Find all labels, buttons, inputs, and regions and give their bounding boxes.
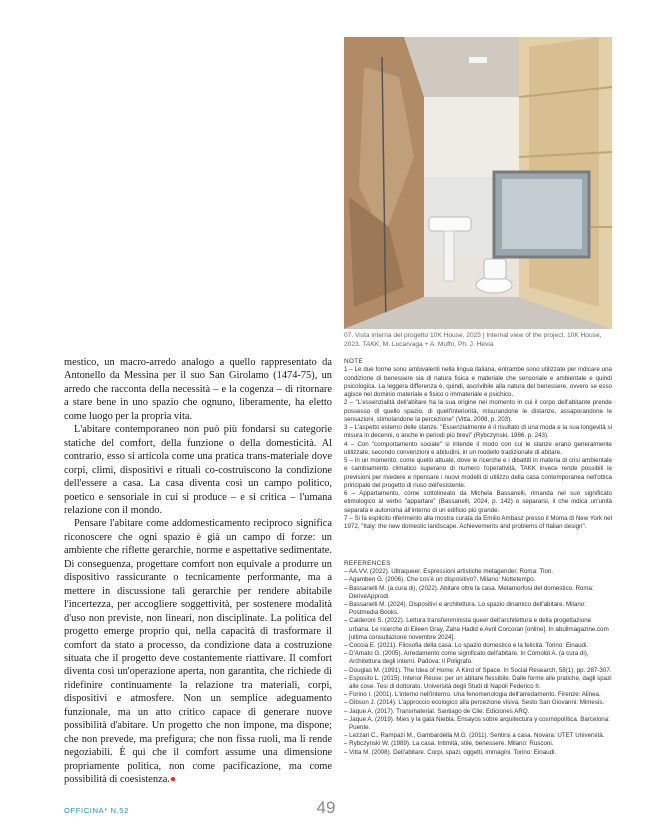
reference-item: – D'Amato G. (2005). Arredamento come significato dell'abitare. In Comoldi A. (a cura di), Architettura degli interni. Padova: Il Poligrafo. [344,650,589,666]
notes-header: NOTE [344,358,363,365]
magazine-footer: OFFICINA* N.52 [64,806,129,815]
note-item: 5 – In un momento, come quello attuale, dove le ricerche e i dibattiti in materia di crisi ambientale e cambiamento climatico superano di numero l'operatività, TAKK invece rende possibili le previsioni per rivedere e ripensare i nuovi modelli di utilizzo della casa contemporanea nell'ottica principale del progetto di riuso dell'esistente. [344,457,612,489]
note-item: 7 – Si fa esplicito riferimento alla mostra curata da Emilio Ambasz presso il Moma di New York nel 1972, "Italy: the new domestic landscape. Achievements and problems of Italian design". [344,514,612,530]
page-number: 49 [316,798,336,817]
reference-item: – Lezzari C., Rampazi M., Gambardella M.G. (2011). Sentirsi a casa. Novara: UTET Università. [344,732,605,740]
reference-item: – Calderoni S. (2022). Lettura transfemminista queer dell'architettura e della progettazione urbana. Le ricerche di Eileen Gray, Zaha Hadid e Avril Corcoran [online]. In abullmagazine.com [ultima consultazione novembre 2024]. [344,617,609,641]
reference-item: – Agamben G. (2006). Che cos'è un dispositivo?. Milano: Nottetempo. [344,576,536,584]
caption-text: 07. Vista interna del progetto 10K House, 2023 | Internal view of the project, 10K House, 2023. [344,332,602,348]
note-item: 3 – L'aspetto esterno delle stanze. "Essenzialmente è il risultato di una moda e la sua longevità si misura in decenni, o anche in periodi più brevi" (Rybczynski, 1986, p. 243). [344,424,612,440]
reference-item: – Rybczynski W. (1989). La casa. Intimità, stile, benessere. Milano: Rusconi. [344,740,554,748]
note-item: 6 – Appartamento, come sottolineato da Michela Bassanelli, rimanda nel suo significato etimologico al verbo "appartare" (Bassanelli, 2024, p. 142) o separarsi, il che indica un'unità separata e autonoma all'interno di un edificio più grande. [344,490,612,514]
reference-item: – Bassanelli M. (2024). Dispositivi e architettura. Lo spazio dinamico dell'abitare. Milano: Postmedia Books. [344,601,586,617]
paragraph-2: L'abitare contemporaneo non può più fondarsi su categorie statiche del comfort, della funzione o della domesticità. Al contrario, esso si articola come una pratica trans-materiale dove corpi, climi, dispositivi e rituali co-costruiscono la condizione dell'essere a casa. La casa diventa così un campo politico, poetico e sensoriale in cui si produce – e si critica – l'umana relazione con il mondo. [64,424,332,516]
note-item: 1 – Le due forme sono ambivalenti nella lingua italiana, entrambe sono utilizzate per indicare una condizione di benessere sia di natura fisica e materiale che sensoriale e ambientale e quindi psicologica. La leggera differenza è, quindi, ascrivibile alla natura del benessere, ovvero se esso agisce nel dominio materiale e fisico o immateriale e psichico. [344,366,612,398]
note-item: 2 – "L'essenzialità dell'abitare ha la sua origine nel momento in cui il corpo dell'abitante prende possesso di quello spazio, di quell'interiorità, misurandone le distanze, assaporandone le sensazioni, stimolandone la percezione" (Vitta, 2008, p. 203). [344,399,612,423]
interior-photo [344,37,612,329]
main-text-column [64,356,332,787]
reference-item: – Jaque A. (2017). Transmaterial. Santiago de Cile: Ediciones ARQ. [344,707,530,715]
paragraph-3 [64,517,332,786]
paragraph-3-text: Pensare l'abitare come addomesticamento reciproco significa riconoscere che ogni spazio è già un campo di forze: un ambiente che riflette gerarchie, norme e aspettative sedimentate. Di conseguenza, progettare comfort non equivale a produrre un dispositivo rassicurante o tecnicamente performante, ma a mettere in discussione tali gerarchie per rendere abitabile l'incertezza, per accogliere soggettività, per sostenere modalità d'uso non previste, non lineari, non disciplinate. La politica del progetto emerge proprio qui, nella capacità di trasformare il comfort da stato a processo, da condizione data a costruzione situata che il progetto deve costantemente riattivare. Il comfort diventa così un'operazione aperta, non garantita, che richiede di ridefinire continuamente la relazione tra materiali, corpi, dispositivi e atmosfere. Non un semplice adeguamento funzionale, ma un atto critico capace di generare nuove possibilità d'abitare. Un progetto che non impone, ma dispone; che non prevede, ma prefigura; che non fissa ruoli, ma li rende negoziabili. È qui che il comfort assume una dimensione propriamente politica, non come pacificazione, ma come possibilità di coesistenza. [64,518,332,786]
caption-studio: TAKK [362,340,380,348]
references-header: REFERENCES [344,560,391,567]
reference-item: – Gibson J. (2014). L'approccio ecologico alla percezione visiva. Sesto San Giovanni: Mimesis. [344,699,605,707]
reference-item: – Coccia E. (2021). Filosofia della casa. Lo spazio domestico e la felicità. Torino: Einaudi. [344,642,589,650]
caption-credits: , M. Lucarvaga + A. Muffo, Ph. J. Hevia [379,340,494,348]
reference-item: – Jaque A. (2019). Mies y la gata Niebla. Ensayos sobre arquitectura y cosmopolítica. Barcelona: Puente. [344,715,610,732]
reference-item: – Esposito L. (2015). Interior Reuse: per un abitare flessibile. Dalle forme alle pratiche, dagli spazi alle cose. Tesi di dottorato. Università degli Studi di Napoli Federico II. [344,674,612,691]
reference-item: – AA.VV. (2022). Ultraqueer. Espressioni artistiche metagender. Roma: Tlon. [344,568,554,576]
reference-item: – Douglas M. (1991). The Idea of Home: A Kind of Space. In Social Research, 58(1), pp. 287-307. [344,666,612,674]
notes-section [344,358,612,531]
paragraph-1: mestico, un macro-arredo analogo a quello rappresentato da Antonello da Messina per il suo San Girolamo (1474-75), un arredo che racconta della necessità – e la cogenza – di ritornare a stare bene in uno spazio che ognuno, liberamente, ha eletto come luogo per la propria vita. [64,357,332,422]
end-mark-icon: ● [169,774,177,786]
photo-caption [344,332,612,349]
note-item: 4 – Con "comportamento sociale" si intende il modo con cui le stanze erano generalmente utilizzate, secondo convenzioni e abitudini, in un modello tradizionale di abitare. [344,440,612,456]
references-section [344,560,612,757]
reference-item: – Bassanelli M. (a cura di), (2022). Abitare oltre la casa. Metamorfosi del domestico. Roma: DeriveApprodi. [344,584,594,600]
reference-item: – Vitta M. (2008). Dell'abitare. Corpi, spazi, oggetti, immagini. Torino: Einaudi. [344,748,557,756]
reference-item: – Forino I. (2001). L'interno nell'interno. Una fenomenologia dell'arredamento. Firenze: Alinea. [344,691,601,699]
